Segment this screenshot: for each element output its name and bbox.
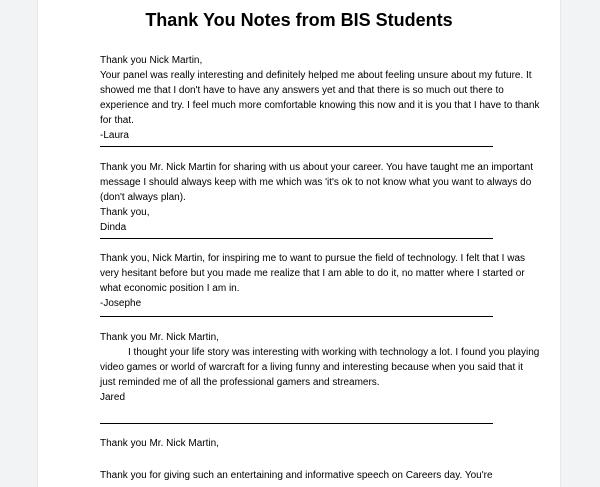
note-signature: Dinda [100, 222, 127, 233]
note-body: Thank you Mr. Nick Martin for sharing with us about your career. You have taught me an important message I should always keep with me which was 'it's ok to not know what you want to always do (don't always plan). [100, 162, 536, 203]
page-title: Thank You Notes from BIS Students [145, 10, 453, 30]
note-dinda [100, 160, 540, 235]
note-signature: -Laura [100, 130, 129, 141]
separator-line [100, 238, 493, 239]
note-greeting: Thank you Mr. Nick Martin, [100, 332, 219, 343]
note-body: Thank you for giving such an entertaining and informative speech on Careers day. You're [100, 470, 493, 481]
document-page [38, 0, 560, 487]
separator-line [100, 146, 493, 147]
note-jared [100, 330, 543, 405]
note-josephe [100, 251, 540, 311]
separator-line [100, 423, 493, 424]
note-signature: -Josephe [100, 298, 142, 309]
note-greeting: Thank you Mr. Nick Martin, [100, 438, 219, 449]
note-body: Your panel was really interesting and definitely helped me about feeling unsure about my future. It showed me that I don't have to have any answers yet and that there is so much out there to experience and try. I feel much more comfortable knowing this now and it is you that I have to thank for that. [100, 70, 543, 126]
note-body: Thank you, Nick Martin, for inspiring me to want to pursue the field of technology. I felt that I was very hesitant before but you made me realize that I am able to do it, no matter where I started or what economic position I am in. [100, 253, 528, 294]
note-laura [100, 53, 543, 143]
note-closing: Thank you, [100, 207, 150, 218]
separator-line [100, 316, 493, 317]
note-body: I thought your life story was interesting with working with technology a lot. I found you playing video games or world of warcraft for a living funny and interesting because when you said that it just reminded me of all the professional gamers and streamers. [100, 347, 543, 388]
note-signature: Jared [100, 392, 126, 403]
note-greeting: Thank you Nick Martin, [100, 55, 203, 66]
